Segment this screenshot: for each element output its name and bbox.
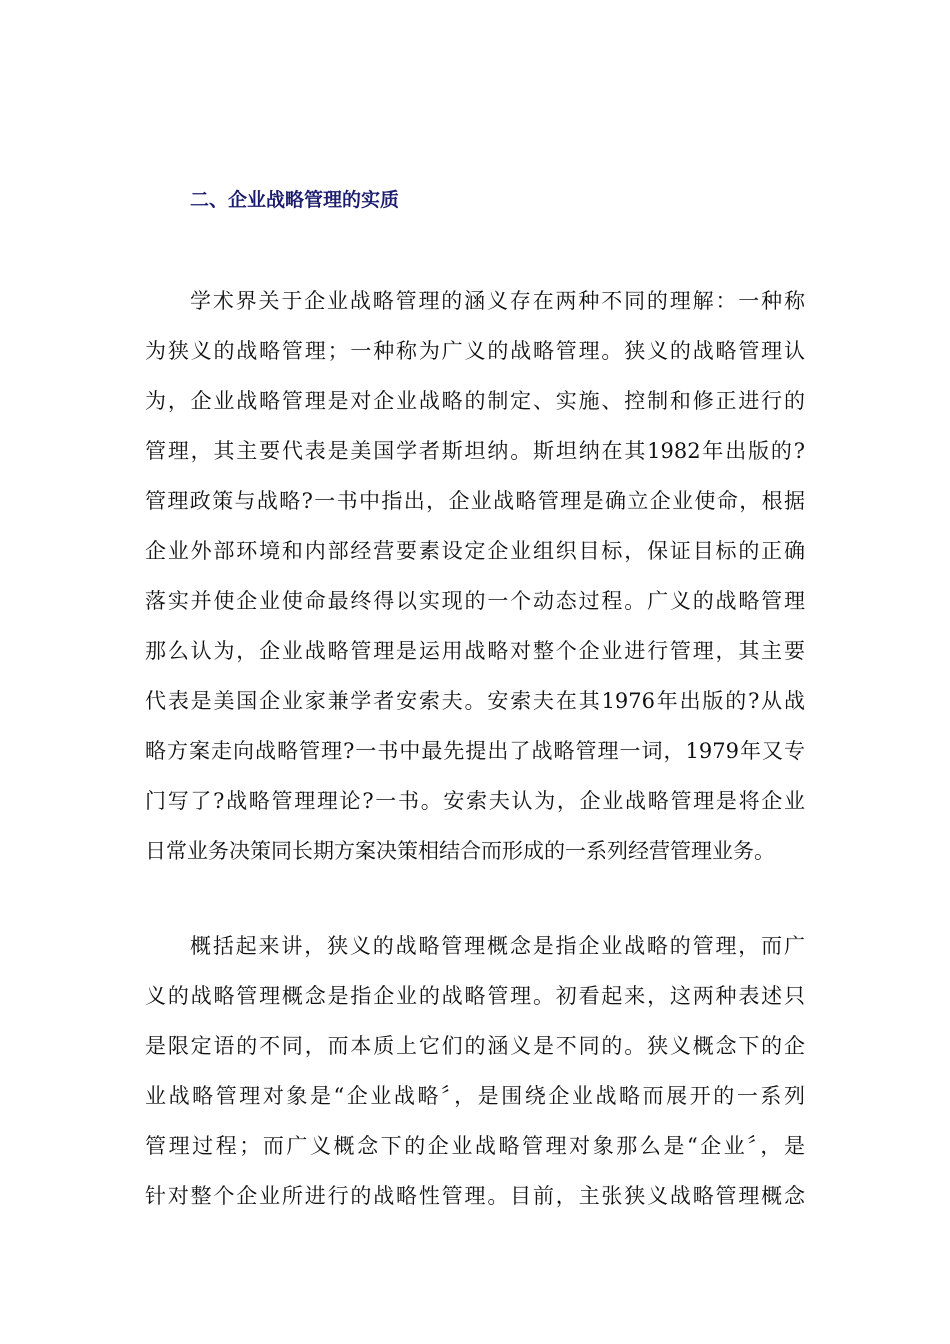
paragraph-line: 那么认为，企业战略管理是运用战略对整个企业进行管理，其主要	[145, 639, 805, 663]
paragraph-line: 业战略管理对象是“企业战略〞，是围绕企业战略而展开的一系列	[145, 1084, 805, 1108]
paragraph-1	[145, 276, 805, 876]
section-heading: 二、企业战略管理的实质	[190, 189, 400, 211]
paragraph-line: 概括起来讲，狭义的战略管理概念是指企业战略的管理，而广	[190, 934, 805, 958]
paragraph-line: 管理政策与战略?一书中指出，企业战略管理是确立企业使命，根据	[145, 489, 805, 513]
paragraph-line: 是限定语的不同，而本质上它们的涵义是不同的。狭义概念下的企	[145, 1034, 805, 1058]
paragraph-line: 针对整个企业所进行的战略性管理。目前，主张狭义战略管理概念	[145, 1184, 805, 1208]
paragraph-line: 为，企业战略管理是对企业战略的制定、实施、控制和修正进行的	[145, 389, 805, 413]
paragraph-line: 日常业务决策同长期方案决策相结合而形成的一系列经营管理业务。	[145, 839, 775, 863]
paragraph-line: 代表是美国企业家兼学者安索夫。安索夫在其1976年出版的?从战	[145, 689, 805, 713]
paragraph-line: 落实并使企业使命最终得以实现的一个动态过程。广义的战略管理	[145, 589, 805, 613]
paragraph-line: 企业外部环境和内部经营要素设定企业组织目标，保证目标的正确	[145, 539, 805, 563]
paragraph-line: 略方案走向战略管理?一书中最先提出了战略管理一词，1979年又专	[145, 739, 805, 763]
paragraph-line: 管理，其主要代表是美国学者斯坦纳。斯坦纳在其1982年出版的?	[145, 439, 805, 463]
paragraph-line: 义的战略管理概念是指企业的战略管理。初看起来，这两种表述只	[145, 984, 805, 1008]
paragraph-line: 学术界关于企业战略管理的涵义存在两种不同的理解：一种称	[190, 289, 805, 313]
paragraph-2	[145, 921, 805, 1221]
paragraph-line: 为狭义的战略管理；一种称为广义的战略管理。狭义的战略管理认	[145, 339, 805, 363]
paragraph-line: 管理过程；而广义概念下的企业战略管理对象那么是“企业〞，是	[145, 1134, 805, 1158]
paragraph-line: 门写了?战略管理理论?一书。安索夫认为，企业战略管理是将企业	[145, 789, 805, 813]
